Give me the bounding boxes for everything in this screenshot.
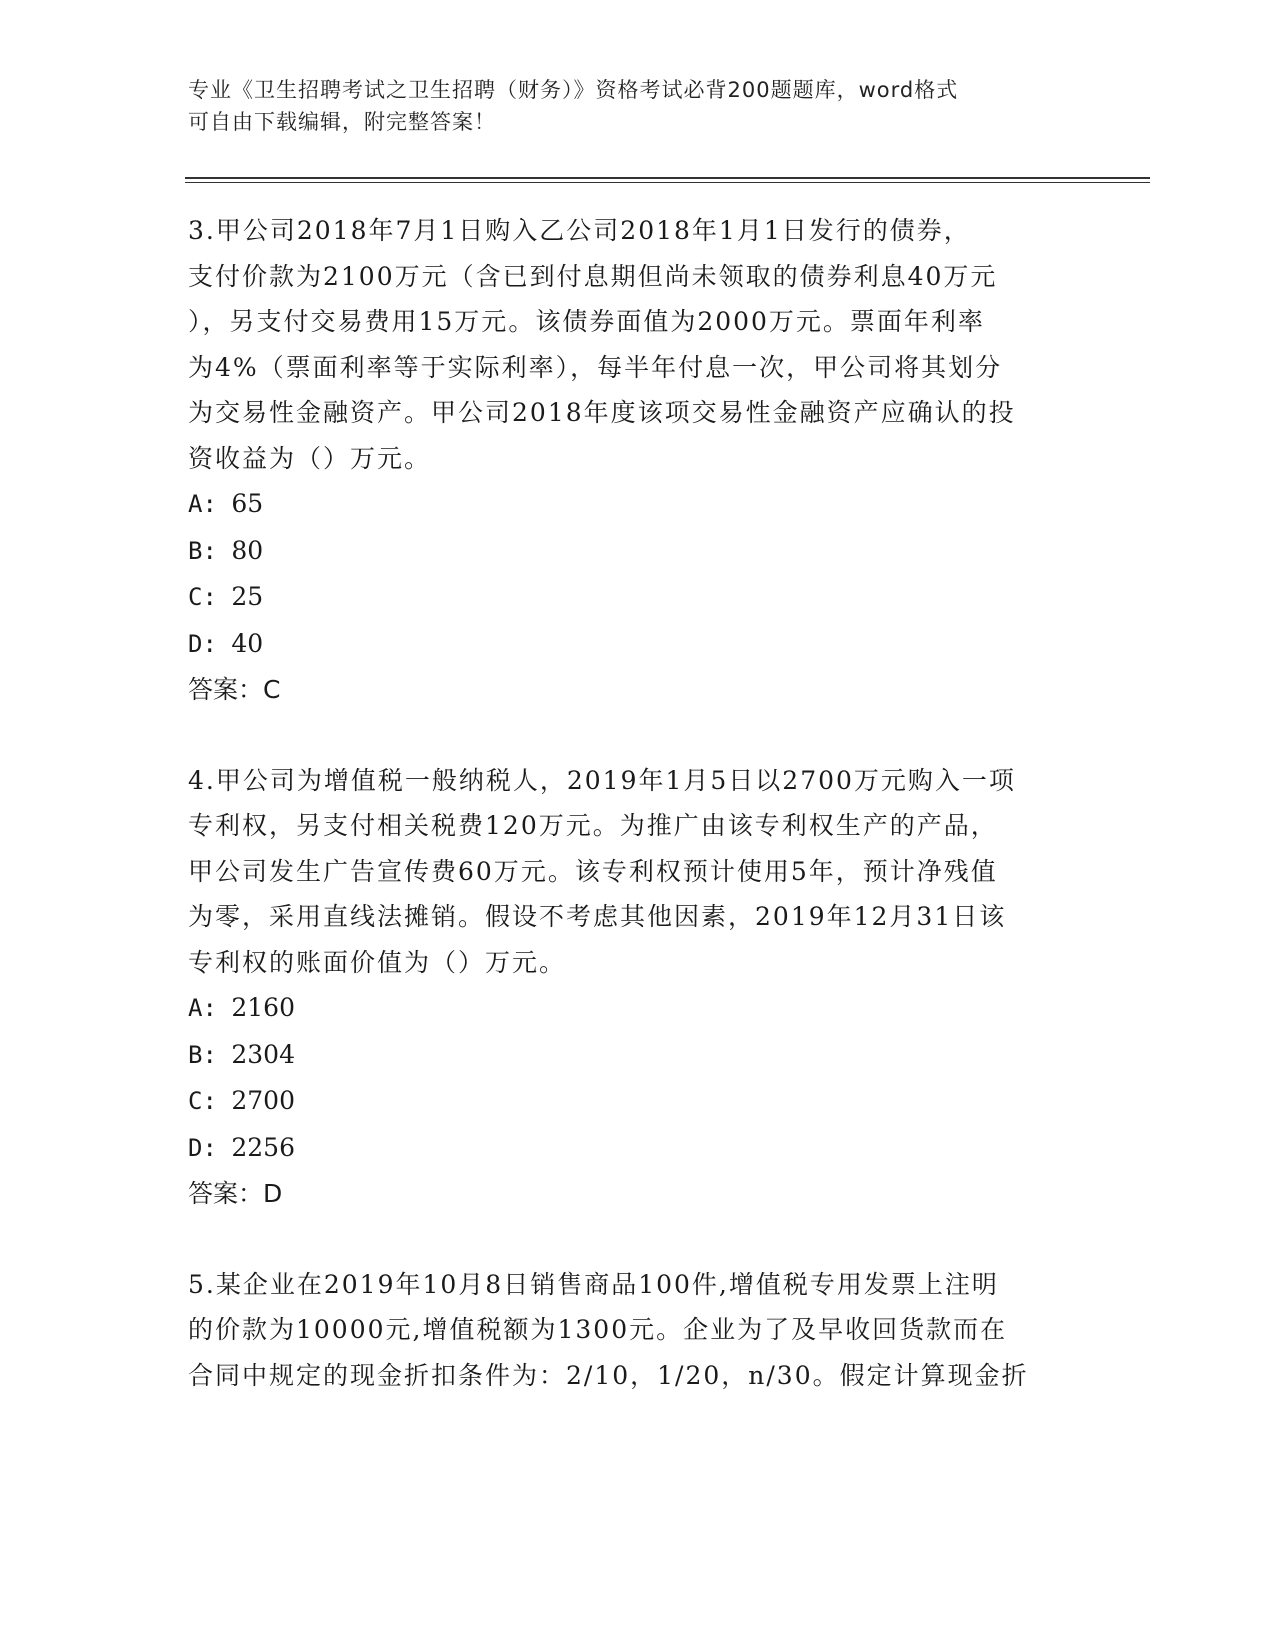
option-label: B: bbox=[188, 536, 217, 565]
question-4 bbox=[188, 758, 1078, 1217]
question-line: 专利权的账面价值为（）万元。 bbox=[188, 947, 567, 977]
question-line: 为交易性金融资产。甲公司2018年度该项交易性金融资产应确认的投 bbox=[188, 398, 1016, 427]
header-line-1: 专业《卫生招聘考试之卫生招聘（财务）》资格考试必背200题题库，word格式 bbox=[188, 78, 959, 102]
option-value: 65 bbox=[231, 489, 264, 518]
question-line: 4.甲公司为增值税一般纳税人，2019年1月5日以2700万元购入一项 bbox=[188, 765, 1016, 795]
question-line: 5.某企业在2019年10月8日销售商品100件,增值税专用发票上注明 bbox=[188, 1269, 999, 1299]
answer-line: 答案：D bbox=[188, 1179, 283, 1208]
option-value: 2700 bbox=[231, 1086, 295, 1115]
question-line: ），另支付交易费用15万元。该债券面值为2000万元。票面年利率 bbox=[188, 307, 985, 336]
option-d bbox=[188, 621, 1078, 668]
question-line: 3.甲公司2018年7月1日购入乙公司2018年1月1日发行的债券， bbox=[188, 216, 971, 245]
option-label: A: bbox=[188, 994, 217, 1022]
option-label: A: bbox=[188, 490, 217, 518]
question-5 bbox=[188, 1262, 1078, 1399]
option-label: D: bbox=[188, 1133, 217, 1162]
option-value: 2160 bbox=[231, 993, 295, 1022]
header-line-2: 可自由下载编辑，附完整答案！ bbox=[188, 110, 496, 134]
option-value: 2304 bbox=[231, 1039, 295, 1069]
option-label: C: bbox=[188, 1087, 217, 1115]
question-line: 合同中规定的现金折扣条件为：2/10，1/20，n/30。假定计算现金折 bbox=[188, 1360, 1029, 1390]
header-divider bbox=[185, 177, 1150, 183]
option-label: C: bbox=[188, 583, 217, 611]
question-line: 甲公司发生广告宣传费60万元。该专利权预计使用5年，预计净残值 bbox=[188, 856, 998, 886]
option-value: 25 bbox=[231, 582, 264, 611]
question-line: 专利权，另支付相关税费120万元。为推广由该专利权生产的产品， bbox=[188, 811, 998, 840]
option-c bbox=[188, 574, 1078, 621]
option-label: D: bbox=[188, 629, 217, 658]
question-list bbox=[188, 208, 1078, 1398]
question-text bbox=[188, 208, 1078, 481]
question-line: 为4%（票面利率等于实际利率），每半年付息一次，甲公司将其划分 bbox=[188, 352, 1003, 382]
option-value: 2256 bbox=[231, 1132, 295, 1162]
question-line: 的价款为10000元,增值税额为1300元。企业为了及早收回货款而在 bbox=[188, 1315, 1008, 1344]
option-a bbox=[188, 985, 1078, 1032]
option-c bbox=[188, 1078, 1078, 1125]
question-spacer bbox=[188, 713, 1078, 758]
question-text bbox=[188, 758, 1078, 986]
option-value: 40 bbox=[231, 628, 264, 658]
question-3 bbox=[188, 208, 1078, 713]
option-a bbox=[188, 481, 1078, 528]
document-header bbox=[188, 74, 1088, 138]
answer-line: 答案：C bbox=[188, 675, 281, 704]
question-line: 为零，采用直线法摊销。假设不考虑其他因素，2019年12月31日该 bbox=[188, 902, 1007, 931]
question-line: 资收益为（）万元。 bbox=[188, 443, 432, 473]
question-text bbox=[188, 1262, 1078, 1399]
question-line: 支付价款为2100万元（含已到付息期但尚未领取的债券利息40万元 bbox=[188, 261, 998, 291]
question-spacer bbox=[188, 1217, 1078, 1262]
option-b bbox=[188, 528, 1078, 575]
option-value: 80 bbox=[231, 535, 264, 565]
option-label: B: bbox=[188, 1040, 217, 1069]
option-d bbox=[188, 1125, 1078, 1172]
option-b bbox=[188, 1032, 1078, 1079]
